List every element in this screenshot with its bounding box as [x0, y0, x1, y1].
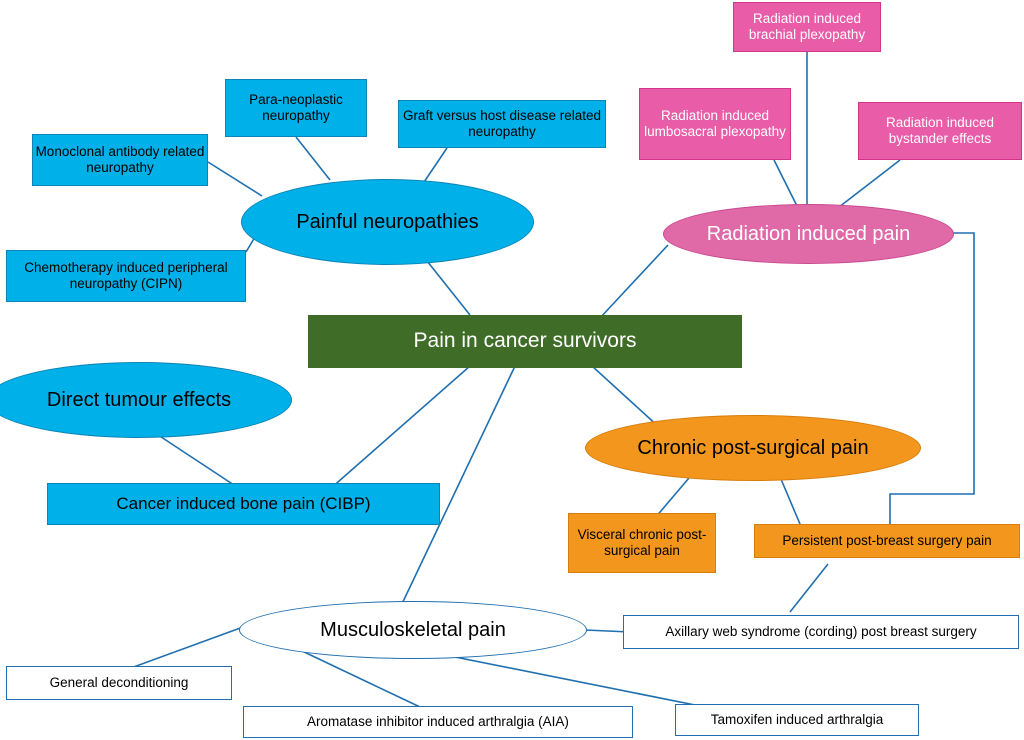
node-radiation-induced-pain[interactable]: [663, 204, 954, 264]
node-label: Chemotherapy induced peripheral neuropathy (CIPN): [24, 260, 228, 291]
node-direct-tumour-effects[interactable]: [0, 362, 292, 438]
node-radiation-lumbosacral-plexopathy[interactable]: [639, 88, 791, 160]
node-radiation-bystander-effects[interactable]: [858, 102, 1022, 160]
node-monoclonal-antibody-related-neuropathy[interactable]: [32, 134, 208, 186]
node-label: Persistent post-breast surgery pain: [782, 533, 992, 549]
node-label: Radiation induced brachial plexopathy: [748, 11, 866, 42]
node-tamoxifen-induced-arthralgia[interactable]: [675, 704, 919, 736]
node-label: General deconditioning: [49, 675, 189, 691]
line-radiation-center: [600, 245, 668, 318]
node-label: Radiation induced lumbosacral plexopathy: [644, 108, 786, 139]
node-para-neoplastic-neuropathy[interactable]: [225, 79, 367, 137]
node-pain-in-cancer-survivors[interactable]: [308, 315, 742, 368]
node-musculoskeletal-pain[interactable]: [239, 601, 587, 659]
line-radiation-breast: [890, 233, 974, 524]
node-label: Musculoskeletal pain: [320, 618, 506, 641]
node-radiation-brachial-plexopathy[interactable]: [733, 2, 881, 52]
line-axillary: [790, 564, 828, 612]
line-cibp-center: [330, 366, 470, 489]
node-label: Chronic post-surgical pain: [637, 436, 869, 459]
node-gvhd-related-neuropathy[interactable]: [398, 100, 606, 148]
node-visceral-chronic-post-surgical-pain[interactable]: [568, 513, 716, 573]
line-monoclonal: [208, 162, 262, 196]
node-label: Direct tumour effects: [46, 388, 232, 411]
node-aromatase-inhibitor-induced-arthralgia[interactable]: [243, 706, 633, 738]
node-label: Monoclonal antibody related neuropathy: [35, 144, 205, 175]
page-title: Pain in cancer survivors: [413, 329, 637, 353]
node-label: Aromatase inhibitor induced arthralgia (AIA): [307, 714, 569, 730]
node-label: Tamoxifen induced arthralgia: [710, 712, 884, 728]
node-label: Painful neuropathies: [296, 210, 479, 233]
node-chronic-post-surgical-pain[interactable]: [585, 415, 921, 481]
line-paraneoplastic: [296, 137, 330, 180]
line-tamoxifen: [420, 650, 700, 706]
node-label: Cancer induced bone pain (CIBP): [116, 493, 371, 513]
node-label: Radiation induced bystander effects: [885, 115, 995, 146]
node-label: Axillary web syndrome (cording) post breast surgery: [665, 624, 977, 640]
node-label: Para-neoplastic neuropathy: [249, 92, 343, 123]
node-general-deconditioning[interactable]: [6, 666, 232, 700]
node-label: Graft versus host disease related neuropathy: [402, 108, 602, 139]
node-label: Radiation induced pain: [706, 222, 911, 245]
node-axillary-web-syndrome[interactable]: [623, 615, 1019, 649]
node-cipn[interactable]: [6, 250, 246, 302]
node-cancer-induced-bone-pain[interactable]: [47, 483, 440, 525]
node-persistent-post-breast-surgery-pain[interactable]: [754, 524, 1020, 558]
node-label: Visceral chronic post-surgical pain: [577, 527, 707, 558]
node-painful-neuropathies[interactable]: [241, 179, 534, 265]
line-center-cpsp: [592, 366, 660, 428]
